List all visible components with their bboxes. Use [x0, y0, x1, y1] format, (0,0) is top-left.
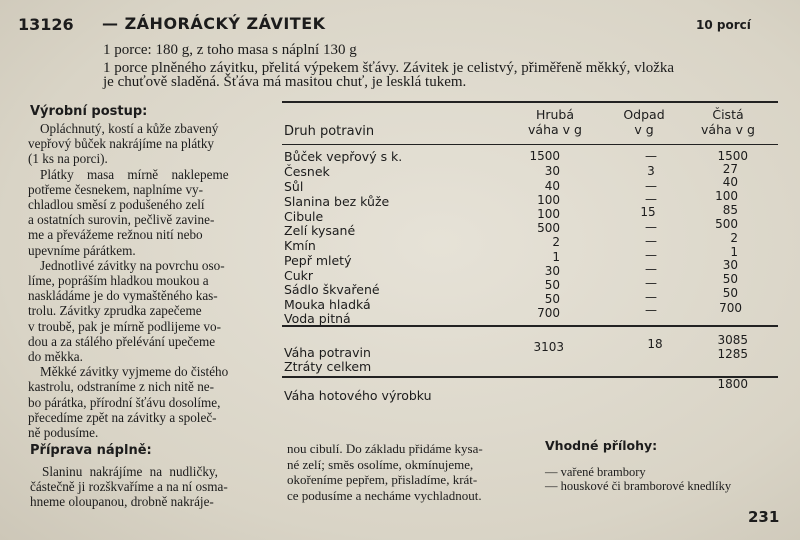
procedure-line: trolu. Závitky zprudka zapečeme [28, 303, 202, 319]
net-weight: 500 [715, 217, 738, 231]
ingredient-name: Cukr [284, 268, 314, 283]
continuation-line: okořeníme pepřem, přisladíme, krát- [287, 472, 478, 487]
column-header-gross-line1: Hrubá [535, 107, 575, 122]
net-weight: 85 [722, 203, 738, 217]
ingredient-name: Slanina bez kůže [284, 194, 390, 209]
waste-weight: — [645, 248, 657, 262]
column-header-ingredient: Druh potravin [284, 124, 375, 139]
procedure-line: Jednotlivé závitky na povrchu oso- [40, 257, 225, 273]
weight-total-waste: 18 [647, 337, 663, 351]
procedure-line: naskládáme je do vymaštěného kas- [28, 288, 218, 304]
ingredient-name: Sádlo škvařené [284, 282, 380, 297]
ingredient-name: Voda pitná [284, 311, 351, 326]
table-header-rule [282, 144, 778, 145]
procedure-line: do měkka. [28, 349, 83, 365]
net-weight: 2 [730, 231, 738, 245]
gross-weight: 2 [552, 235, 560, 249]
column-header-net-line2: váha v g [701, 122, 755, 137]
table-top-rule [282, 101, 778, 103]
table-body-rule [282, 325, 778, 327]
column-header-waste [614, 107, 674, 137]
waste-weight: — [645, 303, 657, 317]
continuation-line: nou cibulí. Do základu přidáme kysa- [287, 441, 483, 456]
column-header-net-line1: Čistá [712, 107, 744, 122]
continuation-line: ce podusíme a necháme vychladnout. [287, 487, 482, 503]
ingredient-name: Bůček vepřový s k. [284, 149, 403, 164]
net-weight: 700 [719, 301, 742, 315]
continuation-line: né zelí; směs osolíme, okmínujeme, [287, 456, 474, 472]
description-line: je chuťově sladěná. Šťáva má masitou chuť, je lesklá tukem. [103, 74, 467, 90]
procedure-line: Plátky masa mírně naklepeme [40, 166, 229, 182]
procedure-line: líme, popráším hladkou moukou a [28, 273, 209, 289]
losses-net: 1285 [717, 347, 748, 361]
waste-weight: — [645, 276, 657, 290]
gross-weight: 30 [544, 264, 560, 278]
gross-weight: 30 [544, 164, 560, 178]
waste-weight: 15 [640, 205, 656, 219]
ingredient-name: Česnek [284, 164, 330, 179]
gross-weight: 40 [544, 179, 560, 193]
procedure-text [28, 121, 268, 440]
procedure-line: Opláchnutý, kostí a kůže zbavený [40, 121, 219, 136]
procedure-line: upevníme párátkem. [28, 242, 136, 258]
filling-line: hneme oloupanou, drobně nakráje- [30, 494, 214, 510]
procedure-line: Měkké závitky vyjmeme do čistého [40, 364, 229, 380]
recipe-number: 13126 [18, 15, 74, 34]
procedure-line: potřeme česnekem, naplníme vy- [28, 181, 204, 197]
procedure-line: přecedíme zpět na závitky a společ- [28, 409, 217, 425]
page-number: 231 [748, 508, 780, 526]
net-weight: 50 [722, 272, 738, 286]
losses-label: Ztráty celkem [284, 359, 372, 374]
portion-weight-line: 1 porce: 180 g, z toho masa s náplní 130 g [103, 42, 357, 58]
recipe-title: — ZÁHORÁCKÝ ZÁVITEK [102, 14, 326, 33]
portions-label: 10 porcí [696, 18, 751, 32]
net-weight: 27 [722, 162, 738, 176]
procedure-line: a ostatních surovin, pečlivě zavine- [28, 212, 215, 228]
gross-weight: 500 [537, 221, 560, 235]
ingredient-name: Pepř mletý [284, 253, 352, 268]
ingredient-name: Kmín [284, 238, 316, 253]
net-weight: 100 [715, 189, 738, 203]
product-weight-net: 1800 [717, 377, 748, 391]
side-dish-item: — vařené brambory [545, 465, 646, 479]
column-header-waste-line1: Odpad [623, 107, 665, 122]
weight-total-net: 3085 [717, 333, 748, 347]
filling-line: částečně ji rozškvaříme a na ní osma- [30, 479, 228, 495]
procedure-line: kastrolu, odstraníme z nich nitě ne- [28, 379, 215, 395]
filling-continuation [287, 441, 547, 503]
column-header-gross-line2: váha v g [528, 122, 582, 137]
gross-weight: 50 [544, 292, 560, 306]
filling-heading: Příprava náplně: [30, 443, 152, 458]
procedure-line: chladlou směsí z podušeného zelí [28, 197, 205, 213]
procedure-line: dou a za stálého přelévání upečeme [28, 333, 216, 349]
procedure-line: (1 ks na porci). [28, 151, 108, 167]
side-dish-item: — houskové či bramborové knedlíky [545, 479, 732, 493]
procedure-line: vepřový bůček nakrájíme na plátky [28, 136, 215, 152]
ingredient-name: Mouka hladká [284, 297, 371, 312]
column-header-net [692, 107, 764, 137]
net-weight: 40 [722, 175, 738, 189]
product-weight-label: Váha hotového výrobku [284, 388, 432, 403]
gross-weight: 50 [544, 278, 560, 292]
waste-weight: — [645, 234, 657, 248]
column-header-waste-line2: v g [634, 122, 654, 137]
waste-weight: — [645, 149, 657, 163]
waste-weight: — [645, 262, 657, 276]
gross-weight: 100 [537, 207, 560, 221]
gross-weight: 1 [552, 250, 560, 264]
procedure-line: v troubě, pak je mírně podlijeme vo- [28, 318, 221, 334]
gross-weight: 700 [537, 306, 560, 320]
waste-weight: 3 [647, 164, 655, 178]
column-header-gross [515, 107, 595, 137]
filling-line: Slaninu nakrájíme na nudličky, [42, 464, 218, 479]
ingredient-name: Cibule [284, 209, 324, 224]
net-weight: 50 [722, 286, 738, 300]
net-weight: 30 [722, 258, 738, 272]
waste-weight: — [645, 290, 657, 304]
ingredient-name: Sůl [284, 179, 304, 194]
net-weight: 1500 [717, 149, 748, 163]
filling-text [30, 464, 275, 510]
procedure-line: me a převážeme režnou nití nebo [28, 227, 203, 243]
waste-weight: — [645, 220, 657, 234]
weight-total-label: Váha potravin [284, 345, 371, 360]
side-dishes-heading: Vhodné přílohy: [545, 438, 658, 453]
waste-weight: — [645, 192, 657, 206]
procedure-line: ně podusíme. [28, 425, 99, 441]
waste-weight: — [645, 179, 657, 193]
net-weight: 1 [730, 245, 738, 259]
description-line: 1 porce plněného závitku, přelitá výpekem šťávy. Závitek je celistvý, přiměřeně měkký, vložka [103, 60, 675, 76]
procedure-line: bo párátka, přírodní šťávu dosolíme, [28, 394, 221, 410]
weight-total-gross: 3103 [533, 340, 564, 354]
gross-weight: 100 [537, 193, 560, 207]
procedure-heading: Výrobní postup: [30, 104, 148, 119]
gross-weight: 1500 [529, 149, 560, 163]
ingredient-name: Zelí kysané [284, 223, 356, 238]
